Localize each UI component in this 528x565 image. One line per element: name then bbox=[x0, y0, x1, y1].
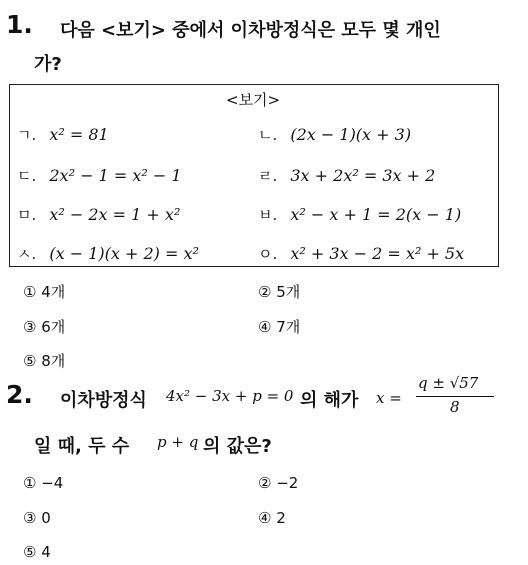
question-2-stem-intro: 이차방정식 bbox=[60, 390, 147, 411]
bogi-expression: 3x + 2x² = 3x + 2 bbox=[290, 166, 436, 185]
fraction-bar bbox=[416, 396, 494, 397]
question-2-stem-line2b: 의 값은? bbox=[203, 436, 272, 457]
q2-choice-3[interactable]: ③ 0 bbox=[23, 509, 51, 527]
bogi-marker: ㅇ. bbox=[258, 245, 278, 263]
bogi-item-mieum bbox=[17, 204, 180, 225]
question-2-stem-mid: 의 해가 bbox=[300, 390, 359, 411]
q1-choice-2[interactable]: ② 5개 bbox=[258, 283, 301, 301]
question-2-equation: 4x² − 3x + p = 0 bbox=[166, 387, 294, 405]
fraction-denominator: 8 bbox=[450, 398, 460, 416]
bogi-expression: (2x − 1)(x + 3) bbox=[290, 125, 412, 144]
question-1-stem-line1: 다음 <보기> 중에서 이차방정식은 모두 몇 개인 bbox=[60, 20, 441, 41]
q1-choice-5[interactable]: ⑤ 8개 bbox=[23, 352, 66, 370]
question-2-number: 2. bbox=[6, 380, 33, 409]
bogi-expression: x² − 2x = 1 + x² bbox=[49, 205, 181, 224]
bogi-item-nieun bbox=[258, 124, 411, 145]
bogi-marker: ㅁ. bbox=[17, 206, 37, 224]
q2-choice-4[interactable]: ④ 2 bbox=[258, 509, 286, 527]
bogi-expression: x² − x + 1 = 2(x − 1) bbox=[290, 205, 462, 224]
q1-choice-1[interactable]: ① 4개 bbox=[23, 283, 66, 301]
bogi-marker: ㄹ. bbox=[258, 167, 278, 185]
q2-choice-5[interactable]: ⑤ 4 bbox=[23, 543, 51, 561]
question-2-x-equals: x = bbox=[376, 389, 402, 407]
bogi-expression: 2x² − 1 = x² − 1 bbox=[49, 166, 182, 185]
bogi-title: <보기> bbox=[226, 91, 281, 109]
fraction-numerator: q ± √57 bbox=[418, 374, 479, 392]
bogi-item-digeut bbox=[17, 165, 182, 186]
bogi-expression: x² = 81 bbox=[49, 125, 109, 144]
bogi-expression: x² + 3x − 2 = x² + 5x bbox=[290, 244, 465, 263]
bogi-item-ieung bbox=[258, 243, 464, 264]
bogi-marker: ㄷ. bbox=[17, 167, 37, 185]
question-1-stem-line2: 가? bbox=[34, 54, 62, 75]
bogi-marker: ㄱ. bbox=[17, 126, 37, 144]
bogi-item-rieul bbox=[258, 165, 435, 186]
bogi-item-bieup bbox=[258, 204, 461, 225]
bogi-item-giyeok bbox=[17, 124, 109, 145]
q2-choice-2[interactable]: ② −2 bbox=[258, 474, 299, 492]
bogi-item-siot bbox=[17, 243, 199, 264]
bogi-marker: ㅅ. bbox=[17, 245, 37, 263]
bogi-marker: ㄴ. bbox=[258, 126, 278, 144]
bogi-expression: (x − 1)(x + 2) = x² bbox=[49, 244, 199, 263]
q1-choice-3[interactable]: ③ 6개 bbox=[23, 318, 66, 336]
question-1-number: 1. bbox=[6, 10, 33, 39]
bogi-marker: ㅂ. bbox=[258, 206, 278, 224]
q2-choice-1[interactable]: ① −4 bbox=[23, 474, 64, 492]
question-2-sum-expression: p + q bbox=[157, 433, 199, 451]
question-2-stem-line2a: 일 때, 두 수 bbox=[34, 436, 130, 457]
q1-choice-4[interactable]: ④ 7개 bbox=[258, 318, 301, 336]
